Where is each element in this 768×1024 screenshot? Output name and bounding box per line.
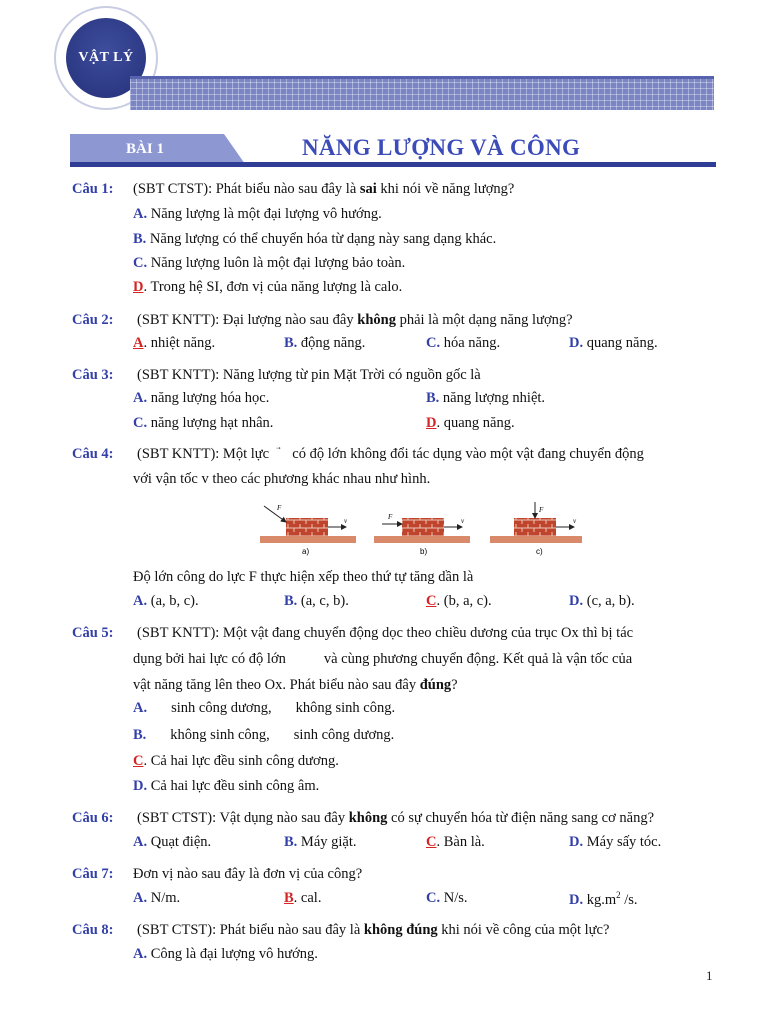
question-stem: (SBT KNTT): Một lực có độ lớn không đổi tác dụng vào một vật đang chuyển động [137,446,644,462]
option-item: C. Bàn là. [426,834,485,850]
question-label: Câu 2: [72,312,114,328]
option-item: D. Máy sấy tóc. [569,834,662,850]
svg-text:v: v [344,517,348,525]
question-label: Câu 5: [72,625,114,641]
question-label: Câu 8: [72,922,114,938]
question-stem-cont: Độ lớn công do lực F thực hiện xếp theo thứ tự tăng dần là [133,569,474,585]
option-item: D. Trong hệ SI, đơn vị của năng lượng là calo. [133,279,403,295]
subject-label: VẬT LÝ [78,50,134,65]
question-label: Câu 4: [72,446,114,462]
option-item: D. (c, a, b). [569,593,635,609]
option-item: C. (b, a, c). [426,593,492,609]
question-label: Câu 7: [72,866,114,882]
option-item: B. động năng. [284,335,366,351]
option-item: B. không sinh công, sinh công dương. [133,727,395,743]
option-item: B. Năng lượng có thể chuyển hóa từ dạng này sang dạng khác. [133,231,497,247]
option-item: D. quang năng. [569,335,658,351]
svg-text:a): a) [302,547,310,556]
option-item: A. sinh công dương, không sinh công. [133,700,396,716]
question-label: Câu 6: [72,810,114,826]
option-item: B. (a, c, b). [284,593,349,609]
svg-text:F: F [539,506,544,514]
option-item: A. Quạt điện. [133,834,212,850]
lesson-title: NĂNG LƯỢNG VÀ CÔNG [302,135,581,160]
svg-text:v: v [461,517,465,525]
question-label: Câu 1: [72,181,114,197]
question-label: Câu 3: [72,367,114,383]
question-stem: (SBT KNTT): Đại lượng nào sau đây không phải là một dạng năng lượng? [137,312,573,328]
option-item: A. Năng lượng là một đại lượng vô hướng. [133,206,382,222]
question-stem-cont: với vận tốc v theo các phương khác nhau như hình. [133,471,431,487]
svg-text:F: F [277,504,282,512]
option-item: D. $kg.m^2$ /s. [569,890,638,908]
option-item: A. năng lượng hóa học. [133,390,270,406]
question-stem: (SBT KNTT): Năng lượng từ pin Mặt Trời có nguồn gốc là [137,367,481,383]
svg-text:b): b) [420,547,428,556]
option-item: C. Cả hai lực đều sinh công dương. [133,753,339,769]
lesson-number: BÀI 1 [126,141,164,157]
option-item: D. Cả hai lực đều sinh công âm. [133,778,320,794]
option-item: A. N/m. [133,890,181,906]
svg-text:v: v [573,517,577,525]
option-item: A. nhiệt năng. [133,335,216,351]
option-item: D. quang năng. [426,415,515,431]
question-stem-cont: dụng bởi hai lực có độ lớn và cùng phương chuyển động. Kết quả là vận tốc của [133,651,633,667]
figure-c [490,502,582,556]
question-stem: (SBT CTST): Phát biểu nào sau đây là không đúng khi nói về công của một lực? [137,922,610,938]
svg-text:c): c) [536,547,543,556]
option-item: C. N/s. [426,890,468,906]
question-stem: (SBT CTST): Vật dụng nào sau đây không có sự chuyển hóa từ điện năng sang cơ năng? [137,810,655,826]
option-item: C. Năng lượng luôn là một đại lượng bảo toàn. [133,255,406,271]
option-item: C. hóa năng. [426,335,501,351]
figure-a [260,504,356,556]
option-item: B. Máy giặt. [284,834,357,850]
question-stem-cont: vật năng tăng lên theo Ox. Phát biểu nào sau đây đúng? [133,677,458,693]
option-item: B. năng lượng nhiệt. [426,390,546,406]
force-direction-figure [258,500,584,560]
svg-text:F: F [388,513,393,521]
option-item: A. Công là đại lượng vô hướng. [133,946,318,962]
option-item: B. cal. [284,890,322,906]
option-item: C. năng lượng hạt nhân. [133,415,274,431]
header-pattern-band [130,76,714,110]
question-stem: (SBT CTST): Phát biểu nào sau đây là sai khi nói về năng lượng? [133,181,515,197]
page-number: 1 [706,968,713,983]
figure-b [374,513,470,556]
question-stem: (SBT KNTT): Một vật đang chuyển động dọc theo chiều dương của trục Ox thì bị tác [137,625,634,641]
question-stem: Đơn vị nào sau đây là đơn vị của công? [133,866,363,882]
option-item: A. (a, b, c). [133,593,199,609]
